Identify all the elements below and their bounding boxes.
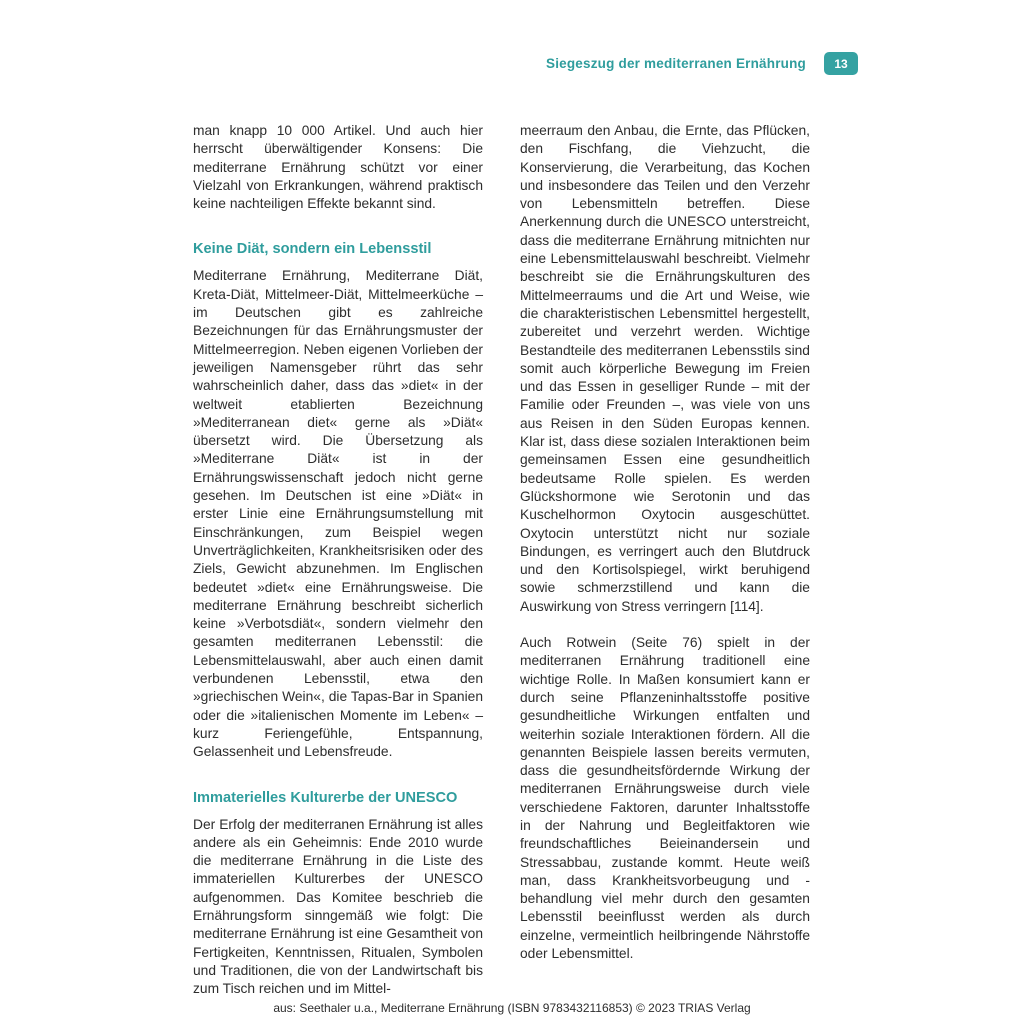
right-column [520,122,810,963]
left-column [193,122,483,998]
page-header [546,52,858,75]
footer-credit: aus: Seethaler u.a., Mediterrane Ernährung (ISBN 9783432116853) © 2023 TRIAS Verlag [273,1001,751,1015]
body-paragraph: Auch Rotwein (Seite 76) spielt in der mediterranen Ernährung traditionell eine wichtige Rolle. In Maßen konsumiert kann er durch seine Pflanzeninhaltsstoffe positive gesundheitliche Wirkungen entfalten und weiterhin soziale Interaktionen fördern. All die genannten Beispiele lassen bereits vermuten, dass die gesundheitsfördernde Wirkung der mediterranen Ernährungsweise durch viele verschiedene Faktoren, darunter Inhaltsstoffe in der Nahrung und Begleitfaktoren wie freundschaftliches Beieinandersein und Stressabbau, zustande kommt. Heute weiß man, dass Krankheitsvorbeugung und -behandlung viel mehr durch den gesamten Lebensstil beeinflusst werden als durch einzelne, vermeintlich heilbringende Nährstoffe oder Lebensmittel. [520,635,810,962]
page-number-badge: 13 [824,52,858,75]
body-paragraph: Mediterrane Ernährung, Mediterrane Diät, Kreta-Diät, Mittelmeer-Diät, Mittelmeerküche – im Deutschen gibt es zahlreiche Bezeichnungen für das Ernährungsmuster der Mittelmeerregion. Neben eigenen Vorlieben der jeweiligen Namensgeber rührt das sehr wahrscheinlich daher, dass das »diet« in der weltweit etablierten Bezeichnung »Mediterranean diet« gerne als »Diät« übersetzt wird. Die Übersetzung als »Mediterrane Diät« ist in der Ernährungswissenschaft jedoch nicht gerne gesehen. Im Deutschen ist eine »Diät« in erster Linie eine Ernährungsumstellung mit Einschränkungen, zum Beispiel wegen Unverträglichkeiten, Krankheitsrisiken oder des Ziels, Gewicht abzunehmen. Im Englischen bedeutet »diet« eine Ernährungsweise. Die mediterrane Ernährung beschreibt sicherlich keine »Verbotsdiät«, sondern vielmehr den gesamten mediterranen Lebensstil: die Lebensmittelauswahl, aber auch einen damit verbundenen Lebensstil, etwa den »griechischen Wein«, die Tapas-Bar in Spanien oder die »italienischen Momente im Leben« – kurz Feriengefühle, Entspannung, Gelassenheit und Lebensfreude. [193,268,483,760]
running-head-title: Siegeszug der mediterranen Ernährung [545,56,806,71]
body-paragraph: meerraum den Anbau, die Ernte, das Pflücken, den Fischfang, die Viehzucht, die Konservierung, die Verarbeitung, das Kochen und insbesondere das Teilen und den Verzehr von Lebensmitteln betreffen. Diese Anerkennung durch die UNESCO unterstreicht, dass die mediterrane Ernährung mitnichten nur eine Lebensmittelauswahl beschreibt. Vielmehr beschreibt sie die Ernährungskulturen des Mittelmeerraums und die Art und Weise, wie die charakteristischen Lebensmittel hergestellt, zubereitet und verzehrt werden. Wichtige Bestandteile des mediterranen Lebensstils sind somit auch körperliche Bewegung im Freien und das Essen in geselliger Runde – mit der Familie oder Freunden –, was viele von uns aus Reisen in den Süden Europas kennen. Klar ist, dass diese sozialen Interaktionen beim gemeinsamen Essen eine gesundheitlich bedeutsame Rolle spielen. Es werden Glückshormone wie Serotonin und das Kuschelhormon Oxytocin ausgeschüttet. Oxytocin unterstützt nicht nur soziale Bindungen, es verringert auch den Blutdruck und den Kortisolspiegel, wirkt beruhigend sowie schmerzstillend und kann die Auswirkung von Stress verringern [114]. [520,123,810,614]
section-heading-unesco: Immaterielles Kulturerbe der UNESCO [193,789,458,806]
body-paragraph: Der Erfolg der mediterranen Ernährung ist alles andere als ein Geheimnis: Ende 2010 wurde die mediterrane Ernährung in die Liste des immateriellen Kulturerbes der UNESCO aufgenommen. Das Komitee beschrieb die Ernährungsform sinngemäß wie folgt: Die mediterrane Ernährung ist eine Gesamtheit von Fertigkeiten, Kenntnissen, Ritualen, Symbolen und Traditionen, die von der Landwirtschaft bis zum Tisch reichen und im Mittel- [193,816,483,997]
intro-paragraph: man knapp 10 000 Artikel. Und auch hier herrscht überwältigender Konsens: Die mediterrane Ernährung schützt vor einer Vielzahl von Erkrankungen, während praktisch keine nachteiligen Effekte bekannt sind. [193,123,483,212]
section-heading-lebensstil: Keine Diät, sondern ein Lebensstil [193,241,432,258]
